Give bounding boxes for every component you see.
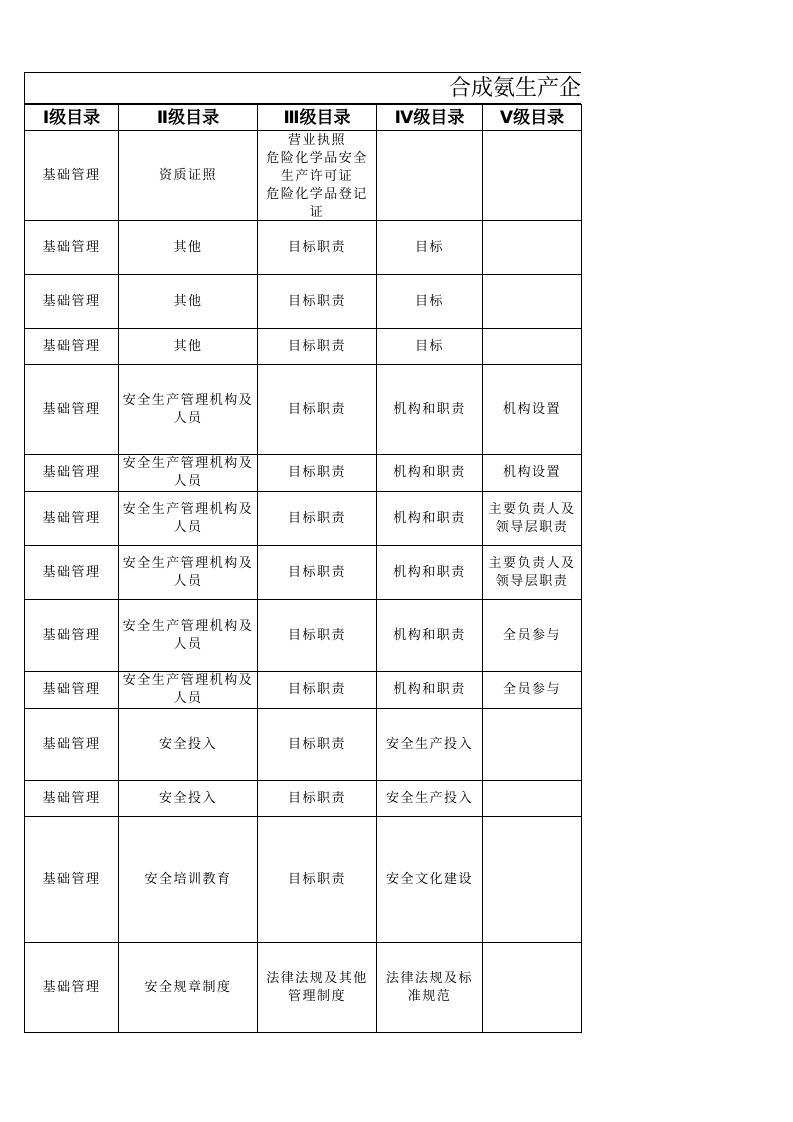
- level-1-cell: 基础管理: [25, 492, 119, 546]
- table-row: [25, 131, 582, 221]
- license-item: 营业执照: [287, 133, 346, 148]
- table-row: [25, 546, 582, 600]
- table-row: [25, 600, 582, 672]
- level-2-cell: 安全生产管理机构及人员: [119, 365, 258, 455]
- level-3-cell: 目标职责: [258, 275, 377, 329]
- level-1-cell: 基础管理: [25, 546, 119, 600]
- level-4-cell: 机构和职责: [377, 492, 483, 546]
- table-row: [25, 221, 582, 275]
- level-2-cell: 安全生产管理机构及人员: [119, 455, 258, 492]
- level-2-cell: 安全培训教育: [119, 817, 258, 943]
- level-4-cell: 机构和职责: [377, 600, 483, 672]
- level-5-cell: [483, 131, 582, 221]
- level-5-cell: [483, 709, 582, 781]
- level-2-cell: 其他: [119, 329, 258, 365]
- level-1-cell: 基础管理: [25, 221, 119, 275]
- level-1-cell: 基础管理: [25, 275, 119, 329]
- level-2-cell: 安全投入: [119, 781, 258, 817]
- level-1-cell: 基础管理: [25, 365, 119, 455]
- level-1-cell: 基础管理: [25, 817, 119, 943]
- level-5-cell: 全员参与: [483, 600, 582, 672]
- level-2-cell: 安全投入: [119, 709, 258, 781]
- level-1-cell: 基础管理: [25, 131, 119, 221]
- level-5-cell: [483, 943, 582, 1033]
- level-3-cell: 目标职责: [258, 365, 377, 455]
- level-2-cell: 安全生产管理机构及人员: [119, 492, 258, 546]
- level-2-cell: 安全生产管理机构及人员: [119, 672, 258, 709]
- table-row: [25, 672, 582, 709]
- level-2-cell: 其他: [119, 221, 258, 275]
- level-1-cell: 基础管理: [25, 600, 119, 672]
- level-5-cell: 机构设置: [483, 455, 582, 492]
- level-4-cell: 机构和职责: [377, 455, 483, 492]
- catalog-table: [24, 104, 582, 1033]
- level-5-cell: 主要负责人及领导层职责: [483, 492, 582, 546]
- license-item: 危险化学品安全生产许可证: [266, 151, 368, 184]
- level-3-cell: 目标职责: [258, 221, 377, 275]
- level-5-cell: [483, 275, 582, 329]
- table-row: [25, 709, 582, 781]
- level-1-cell: 基础管理: [25, 943, 119, 1033]
- level-3-cell: 目标职责: [258, 600, 377, 672]
- level-4-cell: [377, 131, 483, 221]
- level-1-cell: 基础管理: [25, 781, 119, 817]
- level-4-cell: 机构和职责: [377, 365, 483, 455]
- header-level-5: Ⅴ级目录: [483, 105, 582, 131]
- level-5-cell: 全员参与: [483, 672, 582, 709]
- table-row: [25, 455, 582, 492]
- level-5-cell: [483, 781, 582, 817]
- level-3-cell: 目标职责: [258, 546, 377, 600]
- table-body: [25, 131, 582, 1033]
- level-4-cell: 安全生产投入: [377, 781, 483, 817]
- level-4-cell: 目标: [377, 221, 483, 275]
- level-3-cell: 目标职责: [258, 672, 377, 709]
- level-5-cell: [483, 221, 582, 275]
- level-3-cell: 目标职责: [258, 709, 377, 781]
- table-row: [25, 492, 582, 546]
- header-level-3: Ⅲ级目录: [258, 105, 377, 131]
- level-2-cell: 资质证照: [119, 131, 258, 221]
- title-row: [24, 72, 581, 104]
- level-4-cell: 目标: [377, 275, 483, 329]
- level-4-cell: 目标: [377, 329, 483, 365]
- level-2-cell: 安全规章制度: [119, 943, 258, 1033]
- table-row: [25, 817, 582, 943]
- level-3-cell: 目标职责: [258, 455, 377, 492]
- level-3-cell: 目标职责: [258, 492, 377, 546]
- header-level-2: Ⅱ级目录: [119, 105, 258, 131]
- level-5-cell: 机构设置: [483, 365, 582, 455]
- level-1-cell: 基础管理: [25, 709, 119, 781]
- level-2-cell: 其他: [119, 275, 258, 329]
- level-3-cell: 目标职责: [258, 781, 377, 817]
- level-2-cell: 安全生产管理机构及人员: [119, 546, 258, 600]
- level-3-cell: 目标职责: [258, 329, 377, 365]
- license-list: [260, 131, 374, 220]
- table-row: [25, 943, 582, 1033]
- level-5-cell: [483, 817, 582, 943]
- license-item: 危险化学品登记证: [266, 187, 368, 220]
- header-level-4: Ⅳ级目录: [377, 105, 483, 131]
- level-3-cell: [258, 131, 377, 221]
- level-4-cell: 安全生产投入: [377, 709, 483, 781]
- table-row: [25, 329, 582, 365]
- level-4-cell: 安全文化建设: [377, 817, 483, 943]
- level-1-cell: 基础管理: [25, 455, 119, 492]
- spreadsheet: [24, 72, 581, 1033]
- table-row: [25, 365, 582, 455]
- level-5-cell: 主要负责人及领导层职责: [483, 546, 582, 600]
- level-2-cell: 安全生产管理机构及人员: [119, 600, 258, 672]
- level-3-cell: 法律法规及其他管理制度: [258, 943, 377, 1033]
- level-4-cell: 法律法规及标准规范: [377, 943, 483, 1033]
- table-row: [25, 781, 582, 817]
- sheet-title: 合成氨生产企: [449, 76, 581, 101]
- level-4-cell: 机构和职责: [377, 546, 483, 600]
- level-1-cell: 基础管理: [25, 329, 119, 365]
- table-row: [25, 275, 582, 329]
- header-level-1: Ⅰ级目录: [25, 105, 119, 131]
- level-5-cell: [483, 329, 582, 365]
- header-row: [25, 105, 582, 131]
- level-3-cell: 目标职责: [258, 817, 377, 943]
- level-4-cell: 机构和职责: [377, 672, 483, 709]
- level-1-cell: 基础管理: [25, 672, 119, 709]
